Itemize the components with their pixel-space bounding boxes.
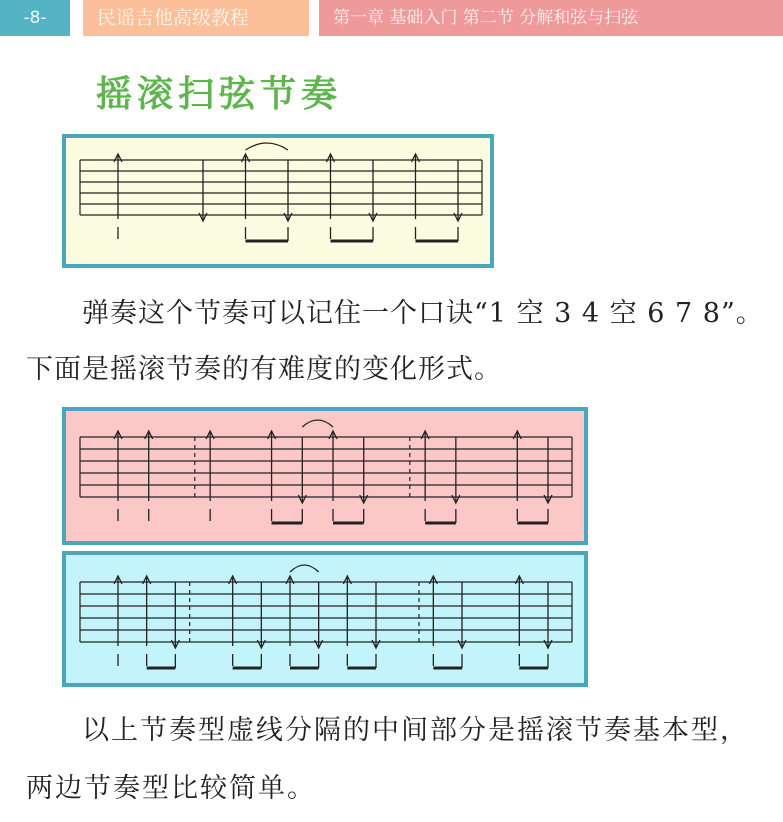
- book-title: 民谣吉他高级教程: [83, 0, 309, 36]
- paragraph-summary-text: 以上节奏型虚线分隔的中间部分是摇滚节奏基本型，两边节奏型比较简单。: [26, 715, 749, 804]
- strum-diagram-variation-1-svg: [66, 411, 592, 549]
- section-title: 摇滚扫弦节奏: [96, 73, 343, 115]
- strum-diagram-variation-1: [62, 407, 588, 545]
- strum-diagram-basic-svg: [66, 138, 498, 272]
- strum-diagram-variation-2-svg: [66, 555, 592, 691]
- page-number: -8-: [0, 0, 70, 36]
- strum-diagram-variation-2: [62, 551, 588, 687]
- paragraph-mnemonic-text: 弹奏这个节奏可以记住一个口诀“1 空 3 4 空 6 7 8”。下面是摇滚节奏的有难度的变化形式。: [26, 298, 764, 385]
- paragraph-summary: [26, 702, 766, 818]
- tie-arc: [302, 420, 333, 427]
- tie-arc: [290, 565, 319, 572]
- tie-arc: [246, 143, 289, 150]
- chapter-title: 第一章 基础入门 第二节 分解和弦与扫弦: [319, 0, 783, 36]
- paragraph-mnemonic: [26, 286, 766, 398]
- page-header: [0, 0, 783, 36]
- strum-diagram-basic: [62, 134, 494, 268]
